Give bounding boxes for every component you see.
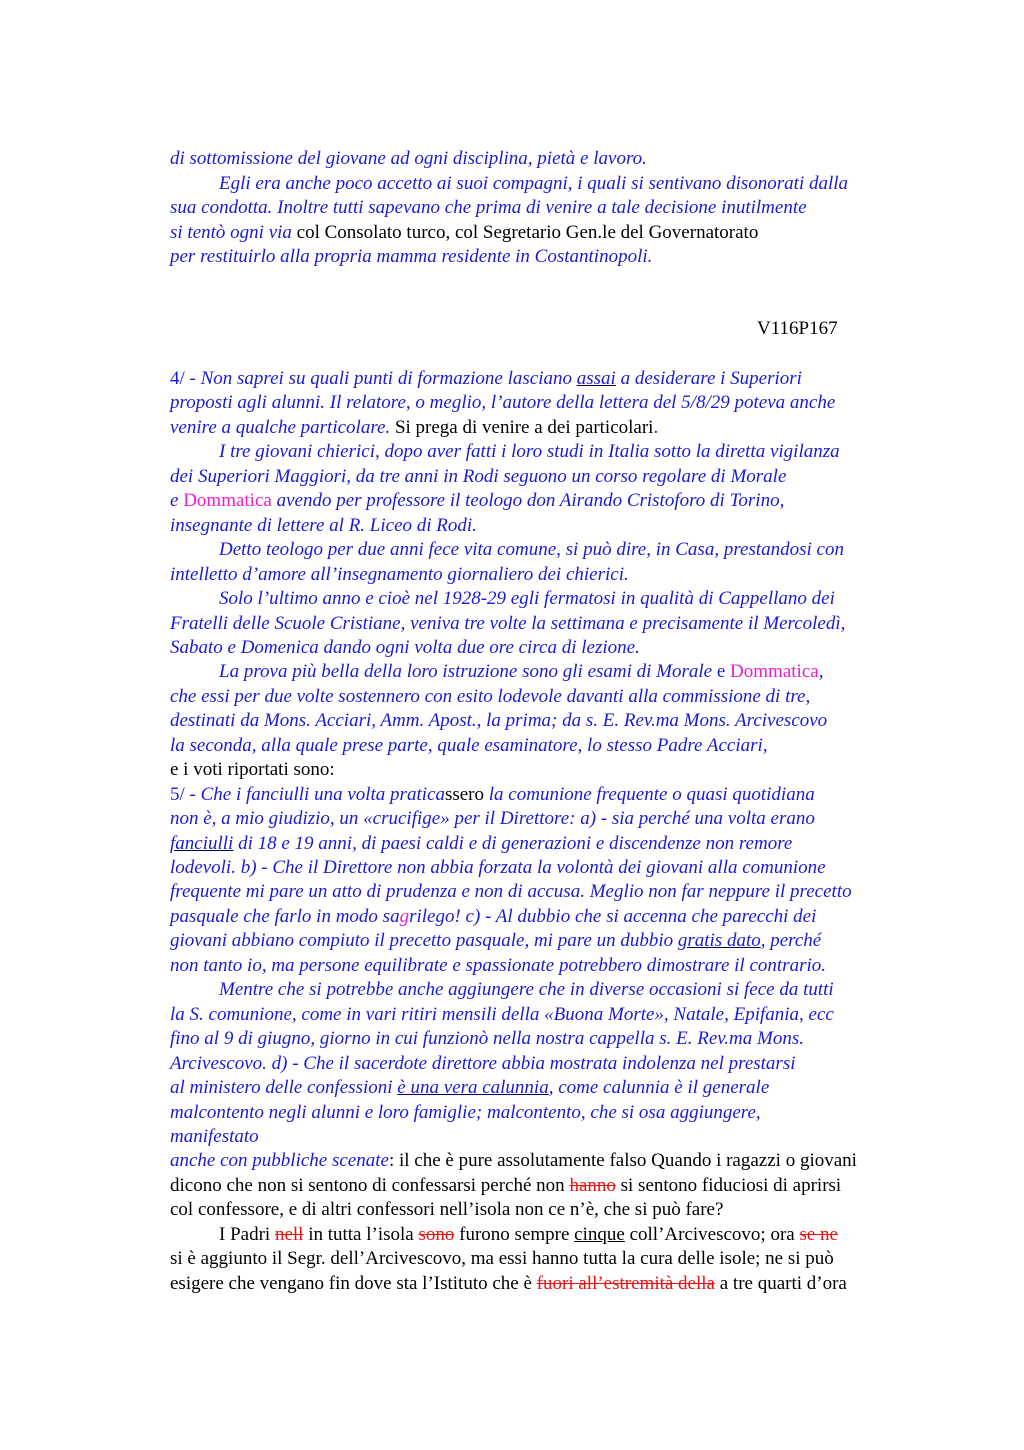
text-line (170, 490, 784, 512)
italic-text: la S. comunione, come in vari ritiri mensili della «Buona Morte», Natale, Epifania, ecc (170, 1003, 834, 1025)
struck-text: hanno (569, 1174, 616, 1196)
text-line (219, 1224, 838, 1246)
italic-text: Sabato e Domenica dando ogni volta due ore circa di lezione. (170, 636, 640, 658)
italic-text: giovani abbiano compiuto il precetto pasquale, mi pare un dubbio (170, 930, 678, 952)
text-line (170, 906, 816, 928)
plain-blue-text: 5/ (170, 783, 185, 805)
text-line (170, 1102, 761, 1124)
underlined-text: gratis dato (677, 930, 761, 952)
highlight-text: Dommatica (730, 661, 819, 683)
italic-text: pasquale che farlo in modo sa (170, 905, 400, 927)
text-line (170, 808, 815, 830)
italic-text: sua condotta. Inoltre tutti sapevano che prima di venire a tale decisione inutilmente (170, 197, 807, 218)
text-line (219, 979, 834, 1001)
page-reference: V116P167 (757, 318, 838, 339)
italic-text: venire a qualche particolare. (170, 416, 391, 438)
italic-text: intelletto d’amore all’insegnamento giornaliero dei chierici. (170, 563, 629, 585)
text-line (170, 246, 652, 268)
italic-text: fino al 9 di giugno, giorno in cui funzionò nella nostra cappella s. E. Rev.ma Mons. (170, 1028, 804, 1050)
plain-text: I Padri (219, 1223, 275, 1245)
italic-text: dei Superiori Maggiori, da tre anni in Rodi seguono un corso regolare di Morale (170, 465, 787, 487)
italic-text: manifestato (170, 1125, 259, 1147)
text-line (170, 1004, 834, 1026)
italic-text: al ministero delle confessioni (170, 1077, 398, 1099)
text-line (170, 955, 826, 977)
text-line (170, 368, 802, 390)
text-line (170, 637, 640, 659)
text-line (170, 148, 647, 170)
italic-text: Egli era anche poco accetto ai suoi compagni, i quali si sentivano disonorati dalla (219, 172, 849, 194)
italic-text: - Che i fanciulli una volta pratica (184, 783, 445, 805)
text-line (219, 173, 848, 195)
text-line (170, 222, 758, 244)
italic-text: Solo l’ultimo anno e cioè nel 1928-29 egli fermatosi in qualità di Cappellano dei (219, 588, 835, 610)
underlined-text: è una vera calunnia (397, 1077, 549, 1099)
struck-text: se ne (799, 1223, 838, 1245)
text-line (170, 881, 852, 903)
plain-text: : il che è pure assolutamente falso Quando i ragazzi o giovani (388, 1150, 857, 1172)
underlined-text: fanciulli (170, 832, 234, 854)
italic-text: Arcivescovo. d) - Che il sacerdote direttore abbia mostrata indolenza nel prestarsi (170, 1052, 796, 1074)
italic-text: La prova più bella della loro istruzione sono gli esami di Morale (219, 661, 717, 683)
italic-text: non è, a mio giudizio, un «crucifige» per il Direttore: a) - sia perché una volta erano (170, 808, 815, 830)
text-line (170, 1053, 796, 1075)
text-line (219, 588, 835, 610)
struck-text: fuori all’estremità della (536, 1272, 715, 1294)
text-line (170, 1248, 834, 1270)
text-line (170, 784, 815, 806)
italic-text: frequente mi pare un atto di prudenza e non di accusa. Meglio non far neppure il precetto (170, 881, 852, 903)
italic-text: non tanto io, ma persone equilibrate e spassionate potrebbero dimostrare il contrario. (170, 954, 826, 976)
italic-text: di sottomissione del giovane ad ogni disciplina, pietà e lavoro. (170, 148, 647, 169)
text-line (170, 1028, 804, 1050)
italic-text: , come calunnia è il generale (548, 1077, 770, 1099)
plain-text: in tutta l’isola (303, 1223, 419, 1245)
italic-text: a desiderare i Superiori (615, 368, 802, 389)
plain-text: esigere che vengano fin dove sta l’Istituto che è (170, 1272, 537, 1294)
plain-text: furono sempre (454, 1223, 575, 1245)
plain-text: col Consolato turco, col Segretario Gen.le del Governatorato (291, 221, 759, 243)
italic-text: lodevoli. b) - Che il Direttore non abbia forzata la volontà dei giovani alla comunione (170, 857, 826, 878)
text-line (170, 197, 807, 219)
underlined-text: assai (576, 368, 616, 389)
italic-text: Fratelli delle Scuole Cristiane, veniva tre volte la settimana e precisamente il Mercoledì, (170, 612, 846, 634)
italic-text: la comunione frequente o quasi quotidiana (484, 783, 815, 805)
plain-blue-text: 4/ (170, 368, 185, 389)
plain-text: si sentono fiduciosi di aprirsi (615, 1174, 842, 1196)
text-line (170, 515, 477, 537)
text-line (170, 1199, 723, 1221)
text-line (170, 686, 810, 708)
plain-blue-text: . (653, 416, 659, 438)
italic-text: destinati da Mons. Acciari, Amm. Apost., la prima; da s. E. Rev.ma Mons. Arcivescovo (170, 710, 828, 732)
text-line (170, 417, 658, 439)
italic-text: avendo per professore il teologo don Airando Cristoforo di Torino, (271, 490, 785, 512)
text-line (170, 1273, 847, 1295)
italic-text: di 18 e 19 anni, di paesi caldi e di generazioni e discendenze non remore (233, 832, 793, 854)
plain-blue-text: e (716, 661, 731, 683)
italic-text: , perché (760, 930, 822, 952)
italic-text: per restituirlo alla propria mamma residente in Costantinopoli. (170, 246, 653, 267)
text-line (219, 441, 840, 463)
text-line (170, 1175, 841, 1197)
text-line (170, 710, 827, 732)
italic-text: e (170, 490, 184, 512)
italic-text: I tre giovani chierici, dopo aver fatti i loro studi in Italia sotto la diretta vigilanza (219, 441, 840, 463)
text-line (170, 1150, 857, 1172)
text-line (170, 1077, 769, 1099)
plain-text: Si prega di venire a dei particolari (390, 416, 654, 438)
text-line (170, 392, 835, 414)
plain-text: dicono che non si sentono di confessarsi perché non (170, 1174, 570, 1196)
italic-text: - Non saprei su quali punti di formazione lasciano (184, 368, 577, 389)
italic-text: , (818, 661, 824, 683)
underlined-text: cinque (574, 1223, 625, 1245)
italic-text: la seconda, alla quale prese parte, quale esaminatore, lo stesso Padre Acciari, (170, 734, 768, 756)
italic-text: Detto teologo per due anni fece vita comune, si può dire, in Casa, prestandosi con (219, 539, 844, 561)
italic-text: che essi per due volte sostennero con esito lodevole davanti alla commissione di tre, (170, 685, 811, 707)
plain-text: e i voti riportati sono: (170, 759, 335, 781)
italic-text: Mentre che si potrebbe anche aggiungere che in diverse occasioni si fece da tutti (219, 979, 834, 1001)
highlight-text: Dommatica (183, 490, 272, 512)
text-line (170, 564, 629, 586)
text-line (170, 930, 821, 952)
italic-text: proposti agli alunni. Il relatore, o meglio, l’autore della lettera del 5/8/29 poteva anche (170, 392, 836, 414)
text-line (219, 539, 844, 561)
text-line (219, 661, 823, 683)
highlight-text: g (399, 905, 410, 927)
italic-text: rilego! c) - Al dubbio che si accenna che parecchi dei (409, 905, 817, 927)
text-line (170, 613, 845, 635)
italic-text: insegnante di lettere al R. Liceo di Rodi. (170, 514, 477, 536)
italic-text: si tentò ogni via (170, 221, 292, 243)
plain-text: si è aggiunto il Segr. dell’Arcivescovo, ma essi hanno tutta la cura delle isole; ne si può (170, 1248, 834, 1270)
italic-text: malcontento negli alunni e loro famiglie; malcontento, che si osa aggiungere, (170, 1101, 761, 1123)
plain-text: ssero (444, 783, 485, 805)
plain-text: a tre quarti d’ora (714, 1272, 847, 1294)
text-line (170, 735, 768, 757)
struck-text: nell (274, 1223, 304, 1245)
plain-text: coll’Arcivescovo; ora (624, 1223, 800, 1245)
text-line (170, 466, 786, 488)
text-line (170, 759, 335, 781)
struck-text: sono (418, 1223, 455, 1245)
text-line (170, 857, 826, 879)
text-line (170, 1126, 259, 1148)
italic-text: anche con pubbliche scenate (170, 1150, 389, 1172)
text-line (170, 833, 792, 855)
plain-text: col confessore, e di altri confessori nell’isola non ce n’è, che si può fare? (170, 1199, 724, 1221)
